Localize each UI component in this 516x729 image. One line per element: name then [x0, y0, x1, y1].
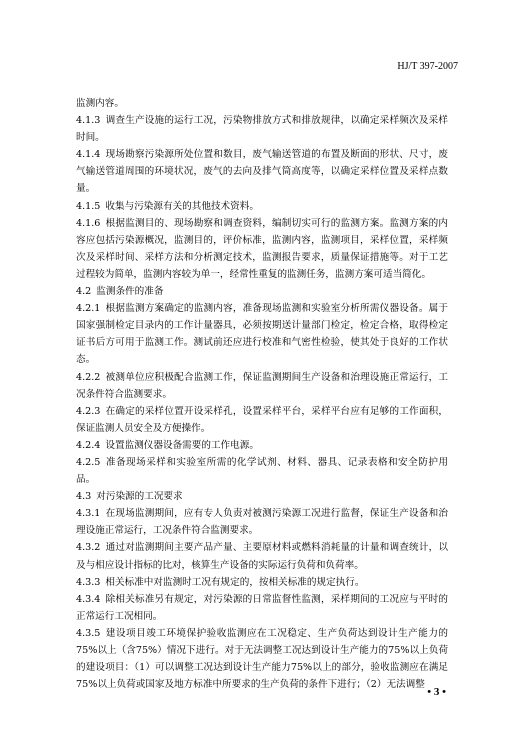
paragraph-text: 设置监测仪器设备需要的工作电源。 [105, 439, 259, 451]
paragraph-text: 监测内容。 [76, 98, 124, 109]
paragraph-text: 调查生产设施的运行工况，污染物排放方式和排放规律，以确定采样频次及采样时间。 [76, 115, 448, 144]
paragraph-text: 相关标准中对监测时工况有规定的，按相关标准的规定执行。 [105, 576, 365, 588]
clause-number: 4.2.3 [76, 405, 101, 417]
paragraph [76, 215, 448, 283]
paragraph-text: 根据监测目的、现场勘察和调查资料，编制切实可行的监测方案。监测方案的内容应包括污染源概况，监测目的，评价标准，监测内容，监测项目，采样位置，采样频次及采样时间、采样方法和分析测定技术，监测报告要求，质量保证措施等。对于工艺过程较为简单，监测内容较为单一，经常性重复的监测任务，监测方案可适当简化。 [76, 217, 448, 280]
paragraph [76, 112, 448, 146]
paragraph [76, 454, 448, 488]
paragraph-text: 准备现场采样和实验室所需的化学试剂、材料、器具、记录表格和安全防护用品。 [76, 456, 448, 486]
paragraph [76, 300, 448, 368]
paragraph [76, 539, 448, 573]
paragraph-text: 通过对监测期间主要产品产量、主要原材料或燃料消耗量的计量和调查统计，以及与相应设计指标的比对，核算生产设备的实际运行负荷和负荷率。 [76, 542, 448, 571]
document-code: HJ/T 397-2007 [397, 61, 458, 72]
clause-number: 4.3.4 [76, 593, 101, 605]
page-number: • 3 • [427, 686, 446, 698]
paragraph-text: 根据监测方案确定的监测内容，准备现场监测和实验室分析所需仪器设备。属于国家强制检定目录内的工作计量器具，必须按期送计量部门检定，检定合格，取得检定证书后方可用于监测工作。测试前还应进行校准和气密性检验，使其处于良好的工作状态。 [76, 303, 448, 366]
paragraph [76, 574, 448, 591]
paragraph [76, 198, 448, 215]
paragraph-text: 除相关标准另有规定，对污染源的日常监督性监测，采样期间的工况应与平时的正常运行工况相同。 [76, 593, 448, 622]
heading-text: 对污染源的工况要求 [96, 491, 183, 503]
paragraph-text: 在确定的采样位置开设采样孔，设置采样平台，采样平台应有足够的工作面积，保证监测人员安全及方便操作。 [76, 405, 448, 434]
heading-text: 监测条件的准备 [96, 286, 164, 298]
clause-number: 4.1.3 [76, 115, 101, 127]
paragraph-text: 被测单位应积极配合监测工作，保证监测期间生产设备和治理设施正常运行，工况条件符合监测要求。 [76, 371, 448, 400]
clause-number: 4.3.3 [76, 576, 101, 588]
paragraph [76, 369, 448, 403]
paragraph-text: 在现场监测期间，应有专人负责对被测污染源工况进行监督，保证生产设备和治理设施正常运行，工况条件符合监测要求。 [76, 508, 448, 537]
paragraph-text: 收集与污染源有关的其他技术资料。 [105, 200, 259, 212]
clause-number: 4.2.1 [76, 303, 101, 315]
clause-number: 4.3.5 [76, 627, 101, 639]
paragraph [76, 591, 448, 625]
clause-number: 4.1.5 [76, 200, 101, 212]
paragraph [76, 505, 448, 539]
clause-number: 4.2 [76, 286, 92, 298]
clause-number: 4.1.4 [76, 149, 101, 161]
clause-number: 4.3.1 [76, 508, 101, 520]
clause-number: 4.1.6 [76, 217, 101, 229]
paragraph [76, 437, 448, 454]
clause-number: 4.2.2 [76, 371, 101, 383]
page-body [76, 95, 448, 693]
clause-number: 4.3 [76, 491, 92, 503]
paragraph [76, 403, 448, 437]
clause-number: 4.2.4 [76, 439, 101, 451]
paragraph-text: 建设项目竣工环境保护验收监测应在工况稳定、生产负荷达到设计生产能力的75%以上（含75%）情况下进行。对于无法调整工况达到设计生产能力的75%以上负荷的建设项目：（1）可以调整工况达到设计生产能力75%以上的部分，验收监测应在满足75%以上负荷或国家及地方标准中所要求的生产负荷的条件下进行；（2）无法调整 [76, 627, 448, 691]
paragraph-text: 现场勘察污染源所处位置和数目，废气输送管道的布置及断面的形状、尺寸，废气输送管道周围的环境状况，废气的去向及排气筒高度等，以确定采样位置及采样点数量。 [76, 149, 448, 195]
paragraph [76, 146, 448, 197]
paragraph [76, 95, 448, 112]
clause-number: 4.2.5 [76, 456, 101, 468]
clause-number: 4.3.2 [76, 542, 101, 554]
paragraph [76, 625, 448, 693]
section-heading [76, 283, 448, 300]
section-heading [76, 488, 448, 505]
